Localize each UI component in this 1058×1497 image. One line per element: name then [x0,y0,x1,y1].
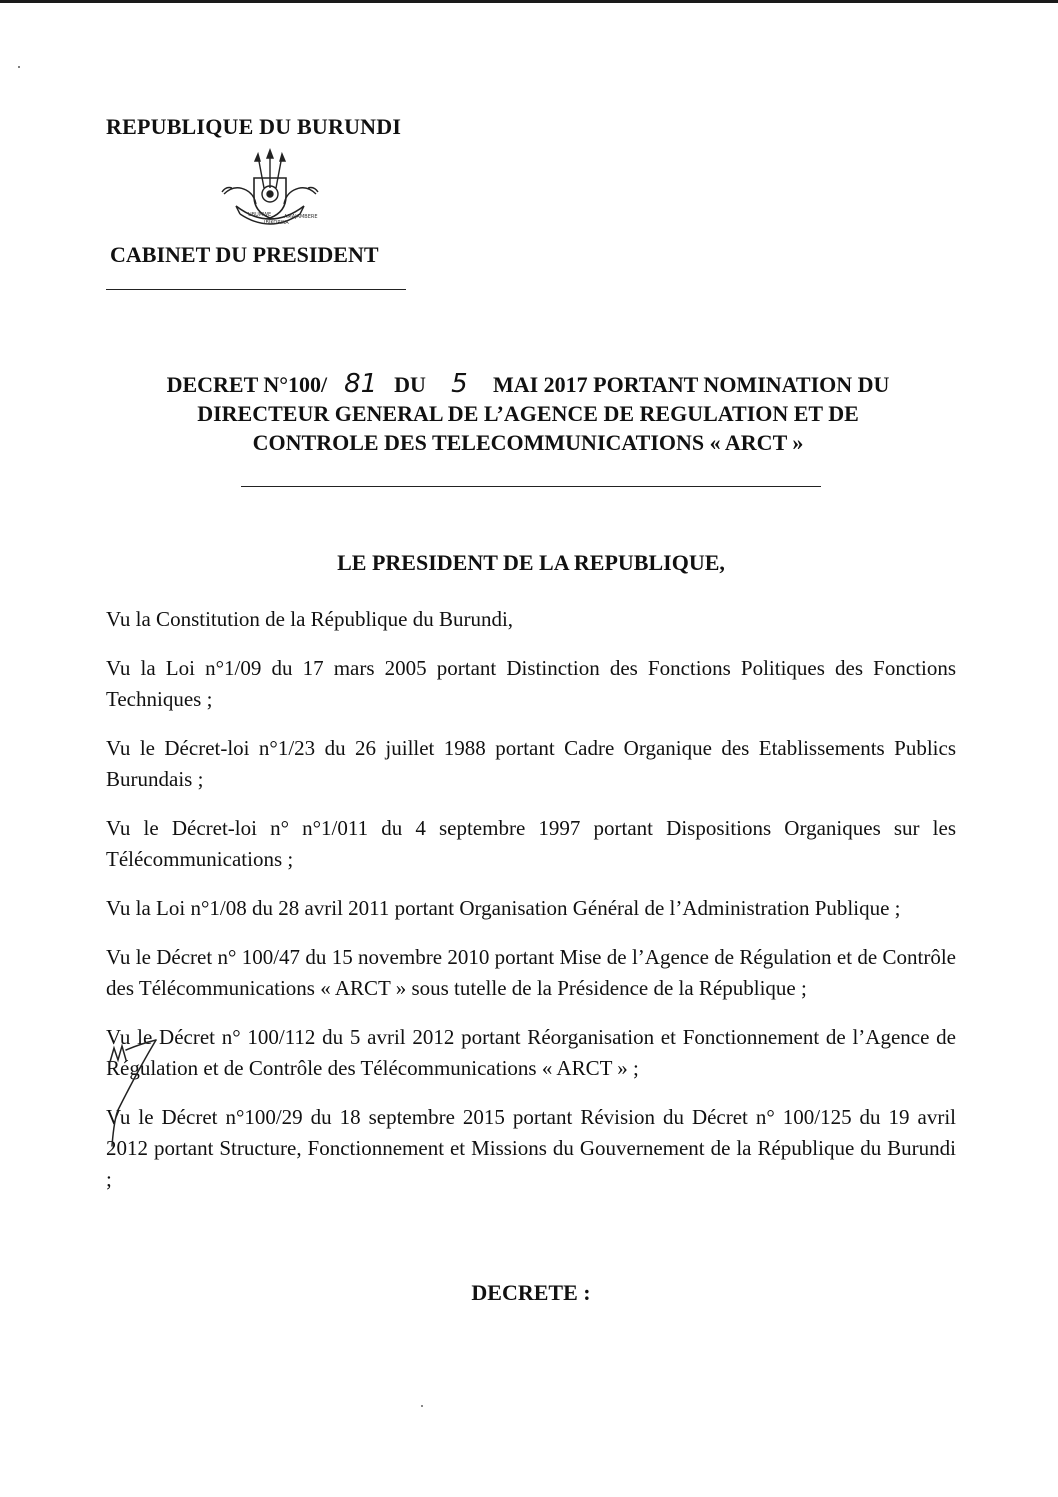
scan-edge [0,0,1058,3]
handwritten-initials-icon [104,1020,174,1170]
title-underline [241,486,821,487]
consideration-item: Vu le Décret-loi n°1/23 du 26 juillet 1988 portant Cadre Organique des Etablissements Publics Burundais ; [106,736,956,791]
considerations [106,604,956,1213]
decree-du: DU [394,372,426,397]
svg-text:UBUMWE: UBUMWE [248,212,272,218]
decree-prefix: DECRET N°100/ [166,372,328,397]
decree-rest-line-1: MAI 2017 PORTANT NOMINATION DU [492,372,890,397]
decree-title [108,370,948,457]
consideration-item: Vu le Décret-loi n° n°1/011 du 4 septembre 1997 portant Dispositions Organiques sur les Télécommunications ; [106,816,956,871]
decrete-heading: DECRETE : [471,1280,591,1305]
scan-speck [18,66,20,68]
decree-title-line-3: CONTROLE DES TELECOMMUNICATIONS « ARCT » [252,430,804,455]
cabinet-underline [106,289,406,290]
cabinet-name: CABINET DU PRESIDENT [110,242,379,267]
consideration-item: Vu le Décret n° 100/112 du 5 avril 2012 portant Réorganisation et Fonctionnement de l’Agence de Régulation et de Contrôle des Télécommunications « ARCT » ; [106,1025,956,1080]
consideration-item: Vu le Décret n° 100/47 du 15 novembre 2010 portant Mise de l’Agence de Régulation et de Contrôle des Télécommunications « ARCT » sous tutelle de la Présidence de la République ; [106,945,956,1000]
president-heading: LE PRESIDENT DE LA REPUBLIQUE, [337,550,725,575]
burundi-coat-of-arms-icon [218,148,322,234]
svg-text:IBIKORWA: IBIKORWA [264,220,289,226]
consideration-item: Vu la Constitution de la République du Burundi, [106,607,514,631]
decree-title-line-2: DIRECTEUR GENERAL DE L’AGENCE DE REGULATION ET DE [197,401,859,426]
consideration-item: Vu la Loi n°1/08 du 28 avril 2011 portant Organisation Général de l’Administration Publique ; [106,896,901,920]
scan-speck [421,1405,423,1407]
republic-name: REPUBLIQUE DU BURUNDI [106,114,402,139]
decree-number-handwritten: 81 [344,369,378,399]
decree-day-handwritten: 5 [451,369,468,399]
consideration-item: Vu la Loi n°1/09 du 17 mars 2005 portant Distinction des Fonctions Politiques des Fonctions Techniques ; [106,656,956,711]
svg-text:AMAJAMBERE: AMAJAMBERE [284,214,318,220]
decree-title-line-1 [108,370,948,399]
consideration-item: Vu le Décret n°100/29 du 18 septembre 2015 portant Révision du Décret n° 100/125 du 19 avril 2012 portant Structure, Fonctionnement et Missions du Gouvernement de la République du Burundi ; [106,1105,956,1191]
